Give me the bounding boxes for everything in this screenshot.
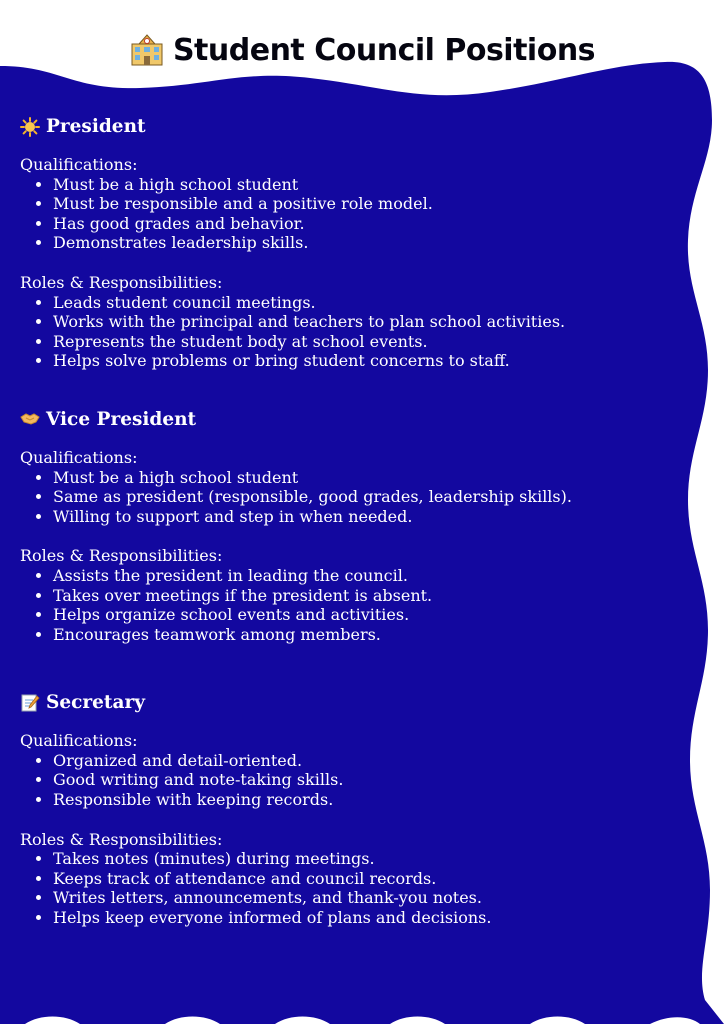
qualifications-label: Qualifications: [20, 731, 138, 751]
list-item: • Same as president (responsible, good grades, leadership skills). [53, 487, 670, 507]
qualifications-label: Qualifications: [20, 155, 138, 174]
list-item: • Must be a high school student [53, 468, 670, 488]
section-secretary [20, 692, 670, 927]
list-item: • Has good grades and behavior. [53, 214, 670, 234]
list-item: • Takes notes (minutes) during meetings. [53, 849, 670, 869]
list-item: • Helps solve problems or bring student concerns to staff. [53, 351, 670, 371]
memo-icon [20, 693, 40, 713]
roles-label: Roles & Responsibilities: [20, 829, 223, 849]
roles-label: Roles & Responsibilities: [20, 546, 223, 566]
school-building-icon [129, 32, 165, 68]
list-item: • Organized and detail-oriented. [53, 751, 670, 771]
section-vice-president [20, 409, 670, 644]
sun-icon [20, 117, 40, 137]
list-item: • Keeps track of attendance and council records. [53, 869, 670, 889]
list-item: • Helps organize school events and activities. [53, 605, 670, 625]
section-heading [20, 409, 670, 430]
roles-list [20, 566, 670, 644]
list-item: • Represents the student body at school events. [53, 332, 670, 352]
section-title: Secretary [46, 692, 145, 714]
list-item: • Leads student council meetings. [53, 293, 670, 313]
handshake-icon [20, 409, 40, 429]
list-item: • Takes over meetings if the president is absent. [53, 586, 670, 606]
list-item: • Responsible with keeping records. [53, 790, 670, 810]
qualifications-label: Qualifications: [20, 447, 138, 467]
section-title: President [46, 116, 146, 137]
section-president [20, 116, 670, 371]
list-item: • Must be responsible and a positive role model. [53, 194, 670, 214]
qualifications-list [20, 468, 670, 527]
list-item: • Helps keep everyone informed of plans and decisions. [53, 908, 670, 928]
qualifications-list [20, 751, 670, 810]
list-item: • Must be a high school student [53, 175, 670, 195]
list-item: • Willing to support and step in when needed. [53, 507, 670, 527]
list-item: • Assists the president in leading the council. [53, 566, 670, 586]
positions-content [20, 116, 670, 966]
section-title: Vice President [46, 408, 197, 430]
roles-label: Roles & Responsibilities: [20, 272, 223, 292]
page-title: Student Council Positions [172, 32, 596, 68]
list-item: • Writes letters, announcements, and thank-you notes. [53, 888, 670, 908]
section-heading [20, 692, 670, 713]
list-item: • Demonstrates leadership skills. [53, 233, 670, 253]
roles-list [20, 293, 670, 371]
list-item: • Works with the principal and teachers to plan school activities. [53, 312, 670, 332]
roles-list [20, 849, 670, 927]
page-header [0, 28, 724, 72]
list-item: • Good writing and note-taking skills. [53, 770, 670, 790]
qualifications-list [20, 175, 670, 253]
list-item: • Encourages teamwork among members. [53, 625, 670, 645]
section-heading [20, 116, 670, 137]
